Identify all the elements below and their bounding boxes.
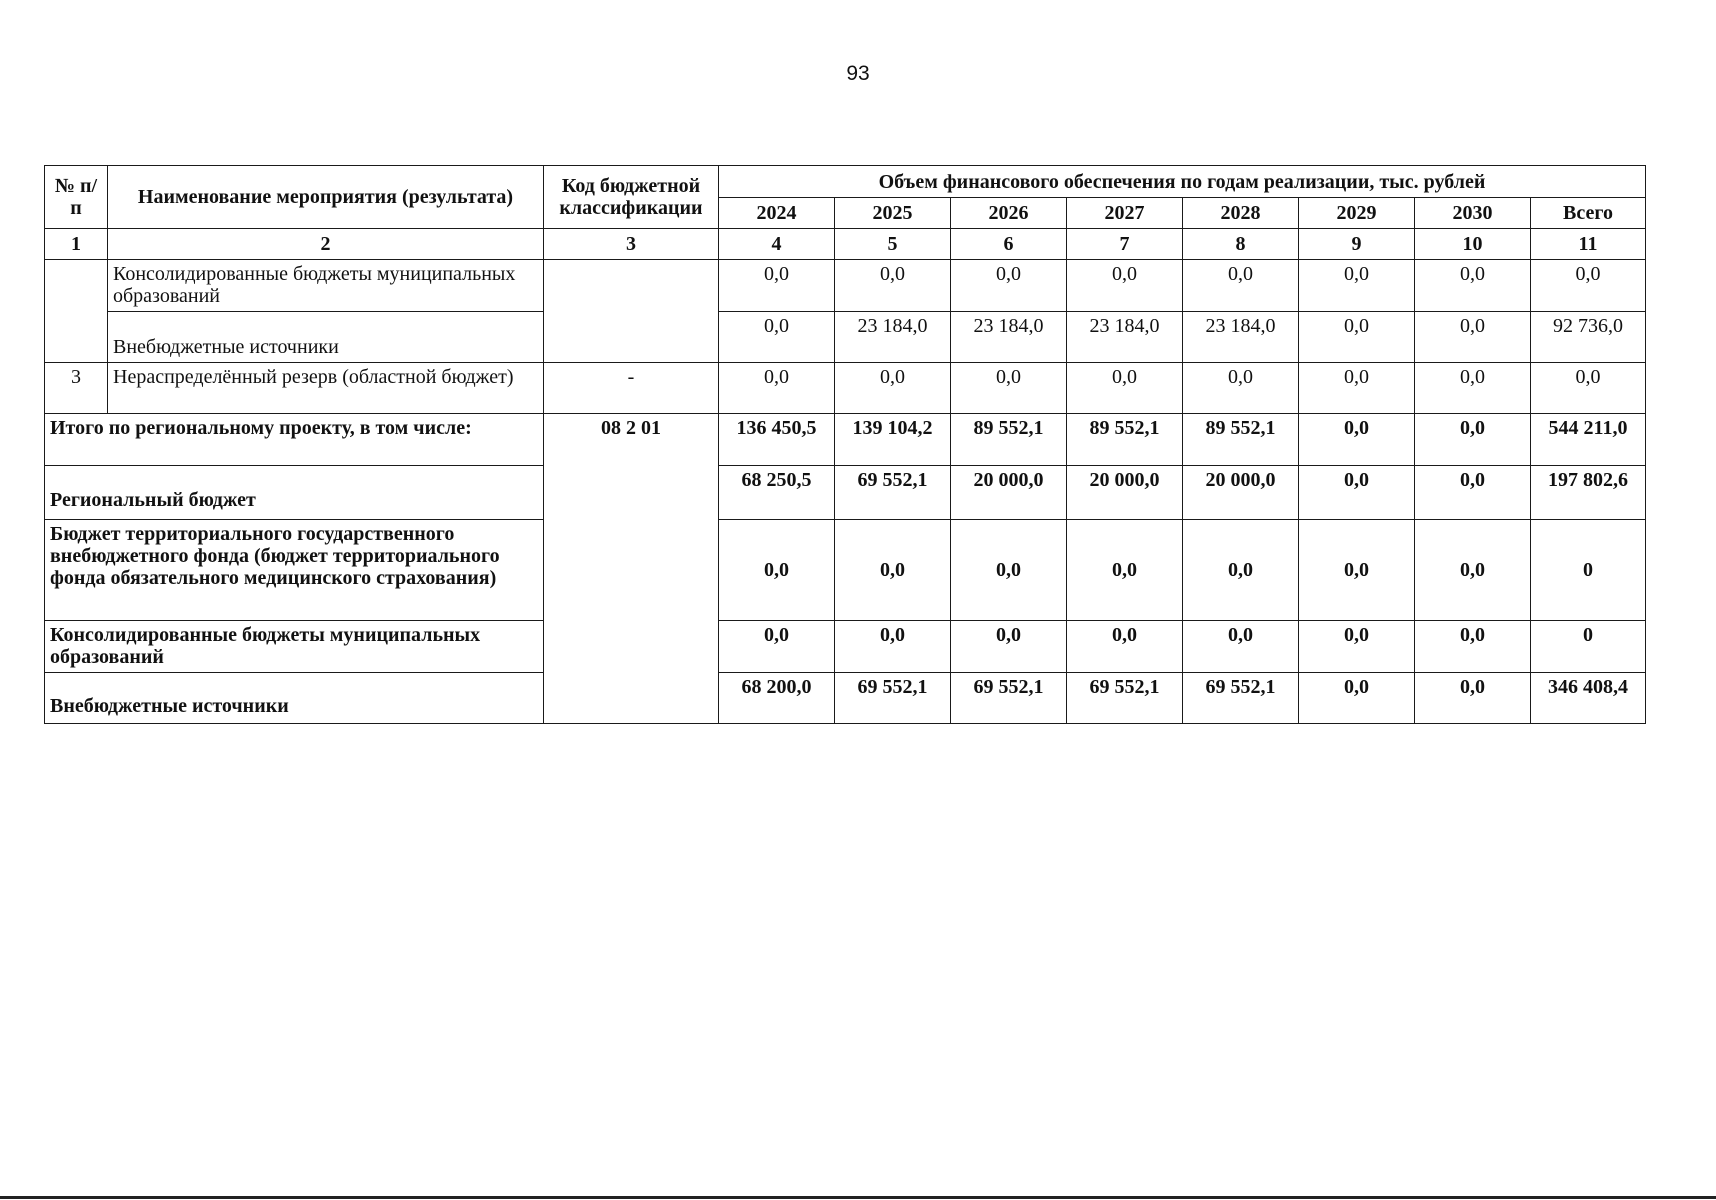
header-year: 2029	[1299, 198, 1415, 229]
cell-value: 0,0	[835, 520, 951, 621]
row-name: Консолидированные бюджеты муниципальных образований	[108, 260, 544, 312]
cell-value: 0,0	[1531, 363, 1646, 414]
cell-value: 23 184,0	[1067, 312, 1183, 363]
row-name: Нераспределённый резерв (областной бюджет)	[108, 363, 544, 414]
cell-value: 0,0	[719, 260, 835, 312]
cell-value: 20 000,0	[951, 466, 1067, 520]
cell-value: 0,0	[1415, 520, 1531, 621]
header-num: № п/п	[45, 166, 108, 229]
cell-value: 0,0	[1299, 466, 1415, 520]
cell-value: 0,0	[1415, 414, 1531, 466]
cell-value: 139 104,2	[835, 414, 951, 466]
cell-value: 0,0	[719, 312, 835, 363]
row-index: 3	[45, 363, 108, 414]
cell-value: 69 552,1	[1183, 673, 1299, 724]
cell-value: 0,0	[835, 363, 951, 414]
cell-value: 0,0	[1299, 363, 1415, 414]
total-row	[45, 673, 1646, 724]
cell-value: 0,0	[1183, 520, 1299, 621]
cell-value: 0,0	[1067, 363, 1183, 414]
header-total: Всего	[1531, 198, 1646, 229]
header-year: 2025	[835, 198, 951, 229]
cell-value: 0,0	[719, 621, 835, 673]
financing-table	[44, 165, 1646, 724]
cell-value: 0,0	[1067, 260, 1183, 312]
cell-value: 0,0	[719, 363, 835, 414]
cell-value: 0,0	[719, 520, 835, 621]
header-volume: Объем финансового обеспечения по годам реализации, тыс. рублей	[719, 166, 1646, 198]
cell-value: 0,0	[951, 520, 1067, 621]
column-number: 6	[951, 229, 1067, 260]
header-year: 2024	[719, 198, 835, 229]
page-number: 93	[846, 62, 870, 85]
total-row	[45, 466, 1646, 520]
cell-value: 0,0	[1415, 466, 1531, 520]
total-row	[45, 414, 1646, 466]
cell-value: 23 184,0	[951, 312, 1067, 363]
cell-value: 23 184,0	[1183, 312, 1299, 363]
cell-value: 0,0	[1415, 363, 1531, 414]
table-row	[45, 363, 1646, 414]
cell-value: 20 000,0	[1183, 466, 1299, 520]
cell-value: 69 552,1	[835, 466, 951, 520]
cell-value: 544 211,0	[1531, 414, 1646, 466]
column-number: 2	[108, 229, 544, 260]
cell-value: 0,0	[835, 260, 951, 312]
cell-value: 0,0	[951, 260, 1067, 312]
cell-value: 0,0	[1067, 621, 1183, 673]
cell-value: 69 552,1	[835, 673, 951, 724]
cell-value: 136 450,5	[719, 414, 835, 466]
cell-value: 0,0	[1299, 260, 1415, 312]
column-number: 5	[835, 229, 951, 260]
cell-value: 92 736,0	[1531, 312, 1646, 363]
table-row	[45, 312, 1646, 363]
cell-value: 0,0	[1415, 260, 1531, 312]
cell-value: 23 184,0	[835, 312, 951, 363]
cell-value: 0,0	[1299, 414, 1415, 466]
cell-value: 0,0	[1415, 621, 1531, 673]
cell-value: 20 000,0	[1067, 466, 1183, 520]
header-year: 2030	[1415, 198, 1531, 229]
column-number: 4	[719, 229, 835, 260]
cell-value: 0,0	[1067, 520, 1183, 621]
row-code	[544, 260, 719, 363]
column-number: 9	[1299, 229, 1415, 260]
total-row	[45, 520, 1646, 621]
cell-value: 68 250,5	[719, 466, 835, 520]
cell-value: 0,0	[951, 363, 1067, 414]
total-name: Региональный бюджет	[45, 466, 544, 520]
column-number: 10	[1415, 229, 1531, 260]
header-year: 2028	[1183, 198, 1299, 229]
cell-value: 197 802,6	[1531, 466, 1646, 520]
cell-value: 0,0	[1531, 260, 1646, 312]
cell-value: 0,0	[835, 621, 951, 673]
column-number: 3	[544, 229, 719, 260]
column-number: 11	[1531, 229, 1646, 260]
header-code: Код бюджетной классификации	[544, 166, 719, 229]
total-name: Внебюджетные источники	[45, 673, 544, 724]
header-name: Наименование мероприятия (результата)	[108, 166, 544, 229]
row-name: Внебюджетные источники	[108, 312, 544, 363]
total-name: Итого по региональному проекту, в том числе:	[45, 414, 544, 466]
header-row	[45, 166, 1646, 198]
row-code: -	[544, 363, 719, 414]
cell-value: 0	[1531, 621, 1646, 673]
cell-value: 0,0	[1183, 260, 1299, 312]
total-name: Консолидированные бюджеты муниципальных образований	[45, 621, 544, 673]
cell-value: 0,0	[1415, 673, 1531, 724]
cell-value: 0,0	[1299, 673, 1415, 724]
cell-value: 69 552,1	[951, 673, 1067, 724]
scan-edge-line	[0, 1196, 1716, 1199]
column-numbers-row	[45, 229, 1646, 260]
column-number: 8	[1183, 229, 1299, 260]
header-year: 2026	[951, 198, 1067, 229]
column-number: 1	[45, 229, 108, 260]
cell-value: 68 200,0	[719, 673, 835, 724]
cell-value: 346 408,4	[1531, 673, 1646, 724]
table-row	[45, 260, 1646, 312]
cell-value: 0,0	[1183, 621, 1299, 673]
total-row	[45, 621, 1646, 673]
total-code: 08 2 01	[544, 414, 719, 724]
row-index	[45, 260, 108, 363]
cell-value: 89 552,1	[951, 414, 1067, 466]
cell-value: 0,0	[1299, 312, 1415, 363]
cell-value: 89 552,1	[1067, 414, 1183, 466]
cell-value: 0	[1531, 520, 1646, 621]
cell-value: 89 552,1	[1183, 414, 1299, 466]
header-year: 2027	[1067, 198, 1183, 229]
cell-value: 0,0	[1299, 520, 1415, 621]
total-name: Бюджет территориального государственного внебюджетного фонда (бюджет территориального фонда обязательного медицинского страхования)	[45, 520, 544, 621]
cell-value: 0,0	[951, 621, 1067, 673]
cell-value: 0,0	[1299, 621, 1415, 673]
cell-value: 69 552,1	[1067, 673, 1183, 724]
column-number: 7	[1067, 229, 1183, 260]
cell-value: 0,0	[1415, 312, 1531, 363]
cell-value: 0,0	[1183, 363, 1299, 414]
